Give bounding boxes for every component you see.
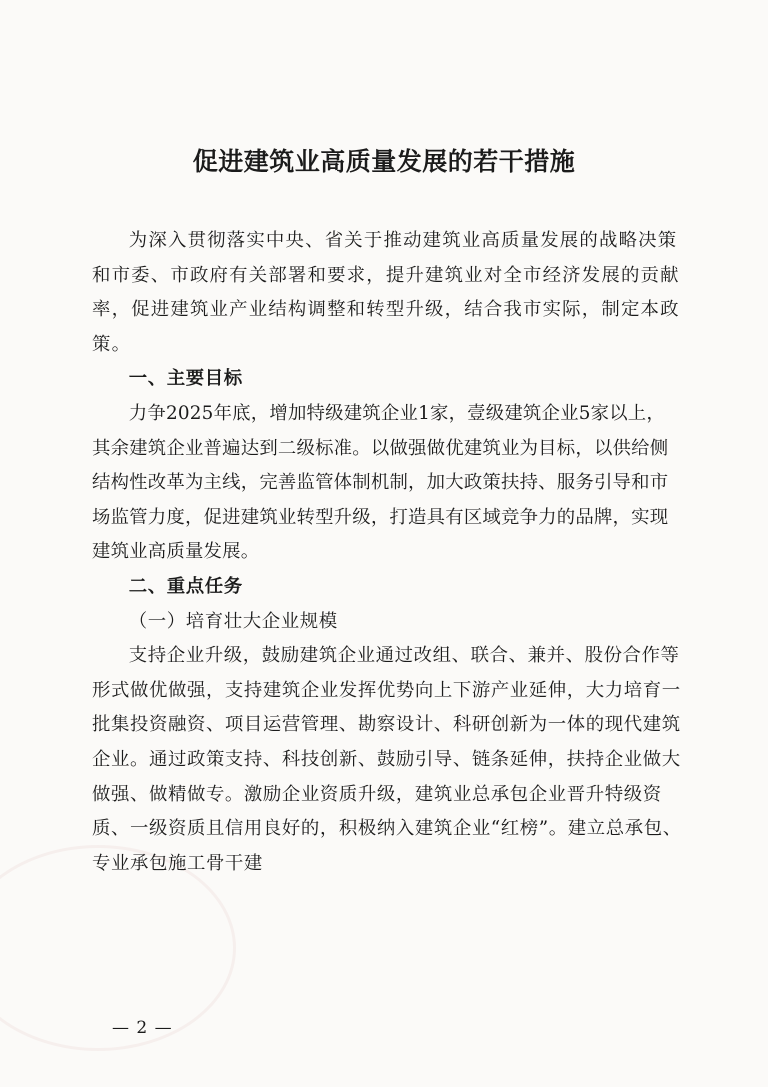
tasks-paragraph: 支持企业升级，鼓励建筑企业通过改组、联合、兼并、股份合作等形式做优做强，支持建筑企业发挥优势向上下游产业延伸，大力培育一批集投资融资、项目运营管理、勘察设计、科研创新为一体的现代建筑企业。通过政策支持、科技创新、鼓励引导、链条延伸，扶持企业做大做强、做精做专。激励企业资质升级，建筑业总承包企业晋升特级资质、一级资质且信用良好的，积极纳入建筑企业“红榜”。建立总承包、专业承包施工骨干建 [92, 645, 682, 874]
document-body [92, 224, 682, 881]
document-title: 促进建筑业高质量发展的若干措施 [192, 147, 576, 176]
section-heading-tasks: 二、重点任务 [128, 575, 243, 597]
subsection-heading: （一）培育壮大企业规模 [128, 610, 338, 632]
goals-paragraph: 力争2025年底，增加特级建筑企业1家，壹级建筑企业5家以上，其余建筑企业普遍达到二级标准。以做强做优建筑业为目标，以供给侧结构性改革为主线，完善监管体制机制，加大政策扶持、服务引导和市场监管力度，促进建筑业转型升级，打造具有区域竞争力的品牌，实现建筑业高质量发展。 [92, 402, 669, 563]
page-number: — 2 — [112, 1018, 173, 1038]
intro-paragraph: 为深入贯彻落实中央、省关于推动建筑业高质量发展的战略决策和市委、市政府有关部署和要求，提升建筑业对全市经济发展的贡献率，促进建筑业产业结构调整和转型升级，结合我市实际，制定本政策。 [92, 230, 680, 355]
section-heading-goals: 一、主要目标 [128, 368, 243, 390]
